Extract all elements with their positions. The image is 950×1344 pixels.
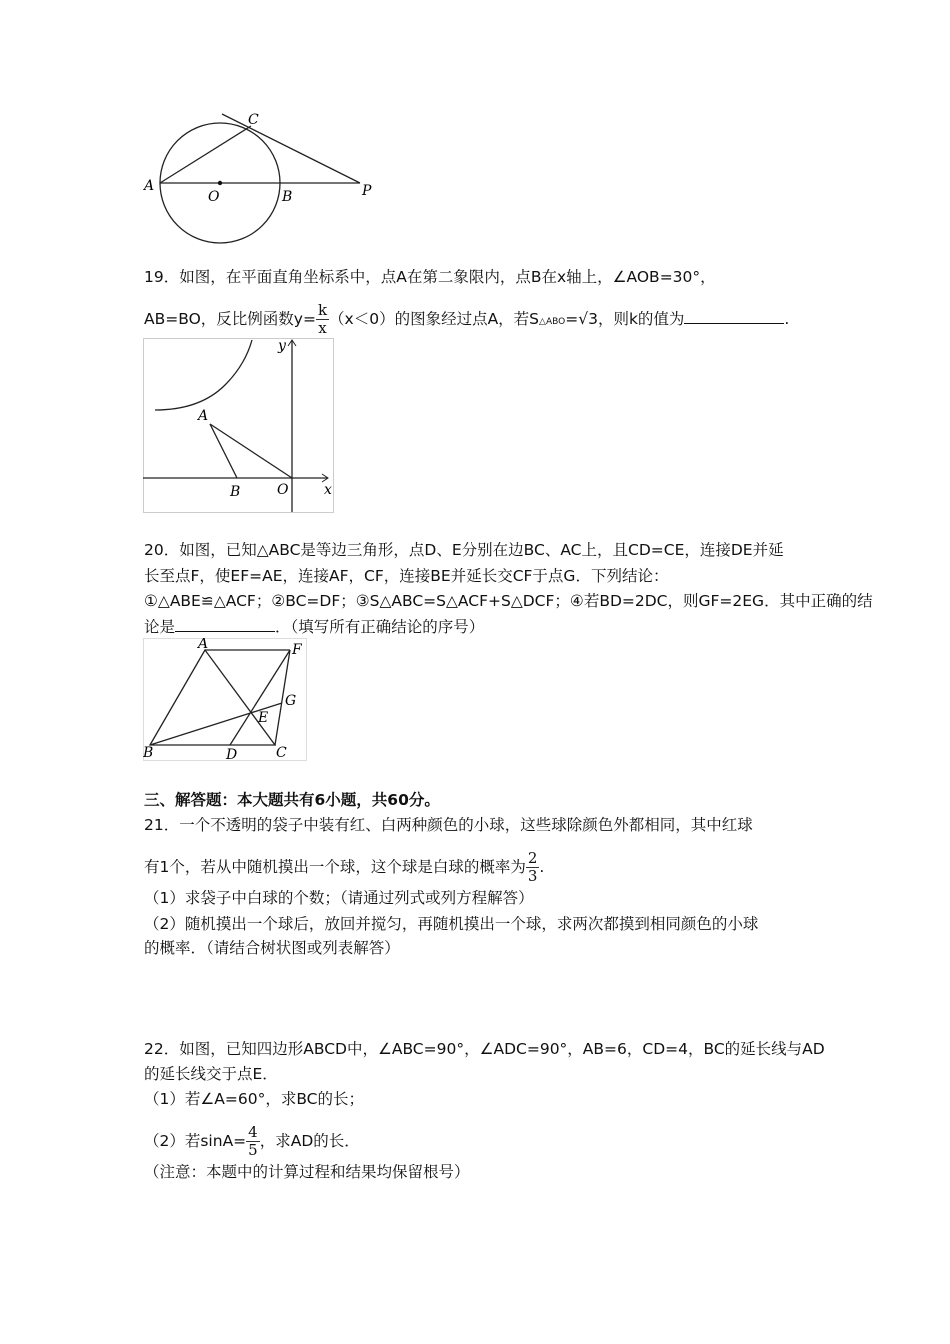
figure-equilateral-triangle [143, 638, 308, 762]
q22-line1: 22．如图，已知四边形ABCD中，∠ABC=90°，∠ADC=90°，AB=6，CD=4，BC的延长线与AD [144, 1040, 825, 1058]
label-g: G [285, 693, 297, 709]
label-b: B [282, 189, 293, 205]
label-f: F [292, 642, 302, 658]
q19-line2: AB=BO，反比例函数y= $\frac{k}{x}$ （x＜0）的图象经过点A，若S△ABO=√3，则k的值为 . [144, 301, 790, 337]
q22-line2: 的延长线交于点E． [144, 1065, 278, 1083]
label-p: P [362, 183, 372, 199]
label-a: A [198, 408, 209, 424]
label-x: x [324, 482, 332, 498]
label-o: O [277, 482, 289, 498]
q21-part2a: （2）随机摸出一个球后，放回并搅匀，再随机摸出一个球，求两次都摸到相同颜色的小球 [144, 915, 759, 933]
figure-circle-tangent [140, 108, 380, 248]
q21-part1: （1）求袋子中白球的个数；（请通过列式或列方程解答） [144, 889, 534, 907]
fraction-k-over-x: $\frac{k}{x}$ [317, 301, 328, 337]
label-c: C [248, 112, 259, 128]
fraction-2-3: $\frac{2}{3}$ [527, 849, 538, 885]
q20-line1: 20．如图，已知△ABC是等边三角形，点D、E分别在边BC、AC上，且CD=CE，连接DE并延 [144, 541, 784, 559]
label-y: y [278, 338, 286, 354]
label-c: C [276, 745, 287, 761]
q22-note: （注意：本题中的计算过程和结果均保留根号） [144, 1163, 470, 1181]
q20-line4: 论是 ．（填写所有正确结论的序号） [144, 615, 484, 638]
label-d: D [226, 747, 238, 762]
q19-text-a: AB=BO，反比例函数y= [144, 310, 316, 328]
figure-coordinate-hyperbola [143, 338, 335, 514]
q19-text-c: =√3，则k的值为 [565, 310, 685, 328]
section-heading: 三、解答题：本大题共有6小题，共60分。 [144, 791, 440, 809]
answer-blank-20[interactable] [175, 615, 275, 632]
label-e: E [258, 710, 269, 726]
q19-text-b: （x＜0）的图象经过点A，若S [329, 310, 540, 328]
q21-line2: 有1个，若从中随机摸出一个球，这个球是白球的概率为 $\frac{2}{3}$ . [144, 849, 545, 885]
q19-line1: 19．如图，在平面直角坐标系中，点A在第二象限内，点B在x轴上，∠AOB=30°， [144, 268, 716, 286]
label-o: O [208, 189, 220, 205]
q21-part2b: 的概率．（请结合树状图或列表解答） [144, 939, 400, 957]
label-a: A [144, 178, 155, 194]
answer-blank-19[interactable] [684, 307, 784, 324]
q19-sub: △ABO [539, 317, 566, 327]
label-b: B [230, 484, 241, 500]
q20-line3: ①△ABE≌△ACF；②BC=DF；③S△ABC=S△ACF+S△DCF；④若BD=2DC，则GF=2EG．其中正确的结 [144, 592, 873, 610]
label-a: A [198, 638, 209, 652]
q22-part1: （1）若∠A=60°，求BC的长； [144, 1090, 365, 1108]
label-b: B [143, 745, 154, 761]
fraction-4-5: $\frac{4}{5}$ [248, 1123, 258, 1159]
q22-part2: （2）若sinA= $\frac{4}{5}$ ，求AD的长． [144, 1123, 360, 1159]
q21-line1: 21．一个不透明的袋子中装有红、白两种颜色的小球，这些球除颜色外都相同，其中红球 [144, 816, 753, 834]
q20-line2: 长至点F，使EF=AE，连接AF，CF，连接BE并延长交CF于点G．下列结论： [144, 567, 669, 585]
